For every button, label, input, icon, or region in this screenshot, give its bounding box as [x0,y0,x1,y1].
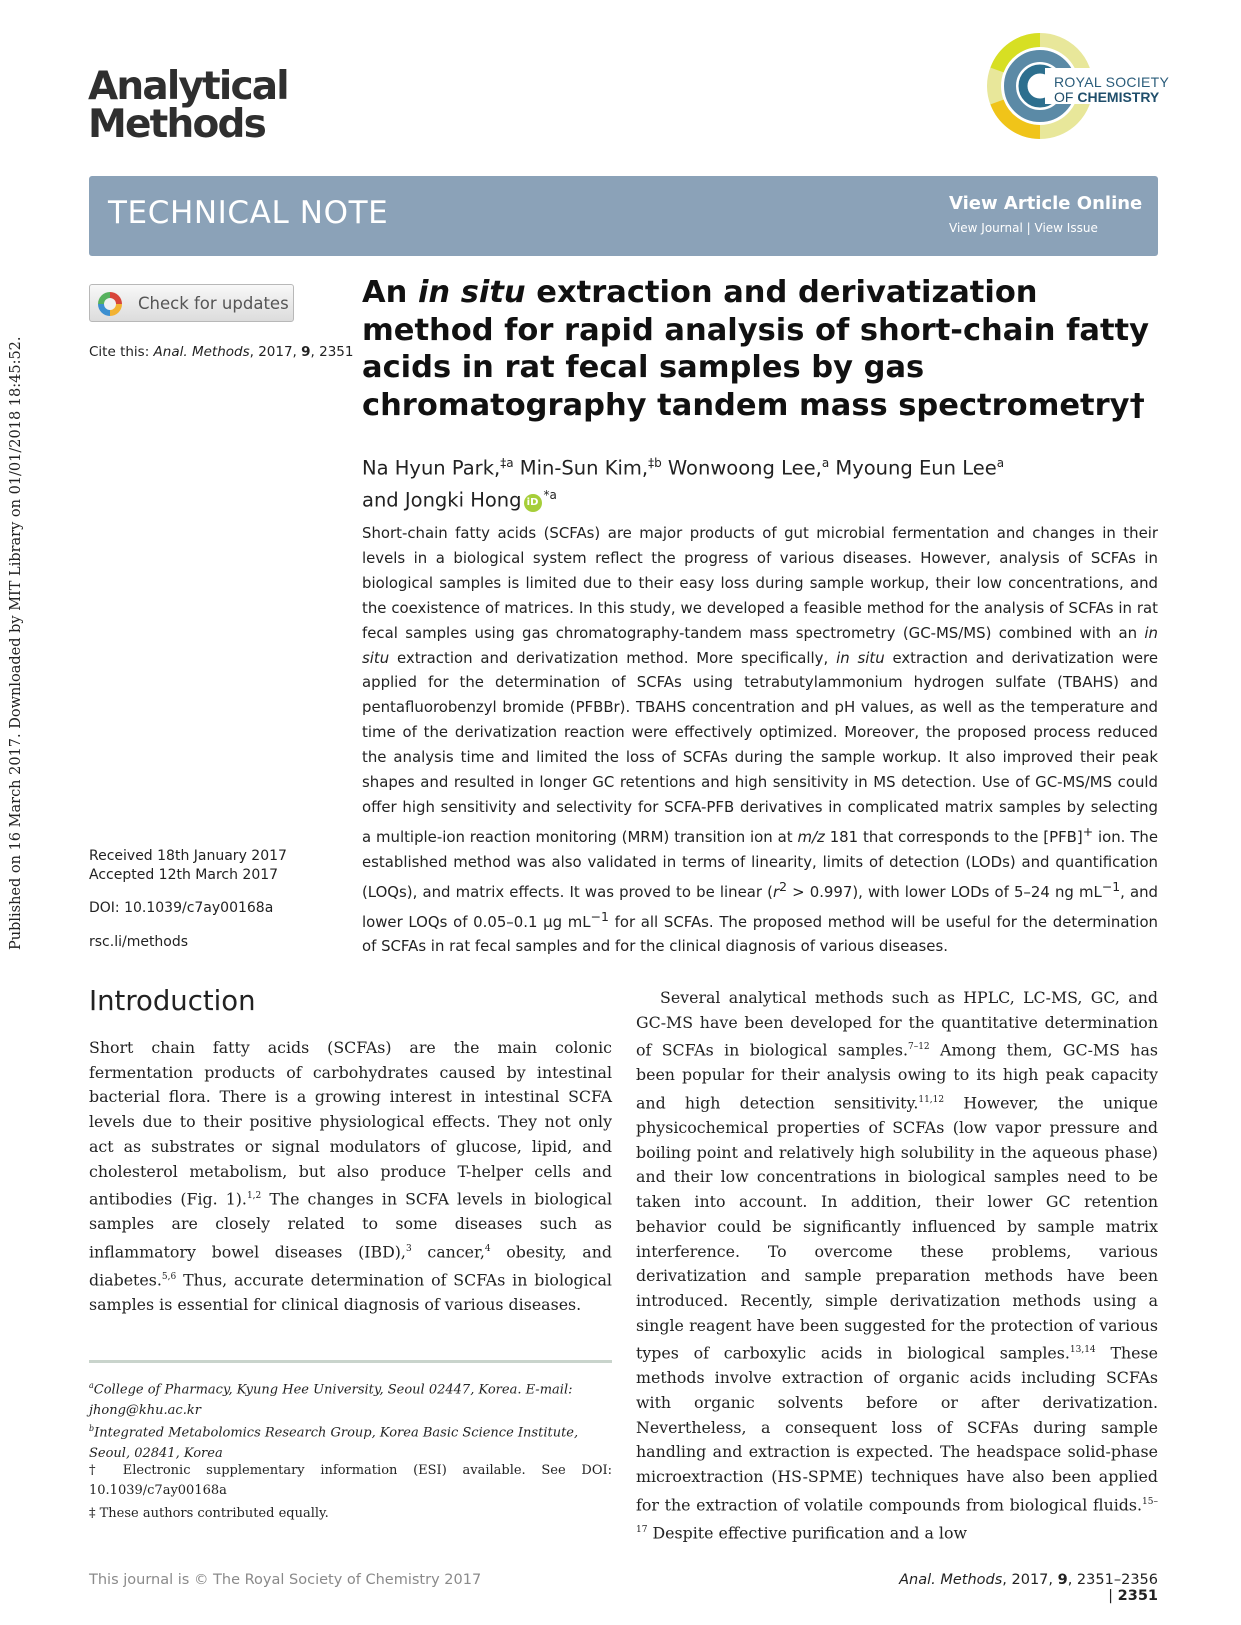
footnote-esi: † Electronic supplementary information (ESI) available. See DOI: [89,1463,612,1478]
citation-ref[interactable]: 13,14 [1069,1345,1096,1356]
journal-logo [88,64,288,147]
author-park[interactable]: Na Hyun Park, [362,456,501,480]
journal-name-line1: Analytical [88,64,288,109]
author-hong[interactable]: and Jongki Hong [362,488,522,511]
page-number: 2351 [1117,1588,1158,1604]
citation: Cite this: Anal. Methods, 2017, 9, 2351 [89,344,354,360]
journal-name-line2: Methods [88,102,265,147]
footnote-affiliation-a: $^a$College of Pharmacy, Kyung Hee University, Seoul 02447, Korea. E-mail: jhong@khu.ac.kr [89,1381,573,1418]
check-for-updates-label: Check for updates [138,294,289,313]
citation-ref[interactable]: 11,12 [918,1095,945,1106]
footer-copyright: This journal is © The Royal Society of Chemistry 2017 [89,1572,482,1588]
article-title: An in situ extraction and derivatization method for rapid analysis of short-chain fatty acids in rat fecal samples by gas chromatography tandem mass spectrometry† [362,275,1149,423]
intro-right-column: Several analytical methods such as HPLC, LC-MS, GC, and GC-MS have been developed for the quantitative determination of SCFAs in biological samples.$^{7-12}$ Among them, GC-MS has been popular for their analysis owing to its high peak capacity and high detection sensitivity.$^{11,12}$ However, the unique physicochemical properties of SCFAs (low vapor pressure and boiling point and relatively high solubility in the aqueous phase) and their low concentrations in biological samples need to be taken into account. In addition, their lower GC retention behavior could be significantly influenced by sample matrix interference. To overcome these problems, various derivatization and sample preparation methods have been introduced. Recently, simple derivatization methods using a single reagent have been suggested for the protection of various types of carboxylic acids in biological samples.$^{13,14}$ These methods involve extraction of organic acids including SCFAs with organic solvents before or after derivatization. Nevertheless, a consequent loss of SCFAs during sample handling and extraction is expected. The headspace solid-phase microextraction (HS-SPME) techniques have also been applied for the extraction of volatile compounds from biological fluids.$^{15-17}$ Despite effective purification and a low [636,988,1158,1543]
footnote-esi-doi[interactable]: 10.1039/c7ay00168a [89,1483,227,1498]
check-for-updates-button[interactable] [89,284,294,322]
view-article-online-link[interactable]: View Article Online [949,193,1143,214]
view-issue-link[interactable]: View Issue [1034,221,1098,235]
citation-ref[interactable]: 5,6 [161,1271,177,1282]
footer-citation: Anal. Methods, 2017, 9, 2351–2356 | 2351 [899,1572,1158,1604]
citation-ref[interactable]: 7–12 [907,1042,930,1053]
view-links [949,221,1098,235]
abstract: Short-chain fatty acids (SCFAs) are major products of gut microbial fermentation and changes in their levels in a biological system reflect the progress of various diseases. However, analysis of SCFAs in biological samples is limited due to their easy loss during sample workup, their low concentrations, and the coexistence of matrices. In this study, we developed a feasible method for the analysis of SCFAs in rat fecal samples using gas chromatography-tandem mass spectrometry (GC-MS/MS) combined with an in situ extraction and derivatization method. More specifically, in situ extraction and derivatization were applied for the determination of SCFAs using tetrabutylammonium hydrogen sulfate (TBAHS) and pentafluorobenzyl bromide (PFBBr). TBAHS concentration and pH values, as well as the temperature and time of the derivatization reaction were effectively optimized. Moreover, the proposed process reduced the analysis time and limited the loss of SCFAs during the sample workup. It also improved their peak shapes and resulted in longer GC retentions and high sensitivity in MS detection. Use of GC-MS/MS could offer high sensitivity and selectivity for SCFA-PFB derivatives in complicated matrix samples by selecting a multiple-ion reaction monitoring (MRM) transition ion at m/z 181 that corresponds to the [PFB]+ ion. The established method was also validated in terms of linearity, limits of detection (LODs) and quantification (LOQs), and matrix effects. It was proved to be linear $(r^2 > 0.997)$, with lower LODs of 5–24 ng $mL^{-1}$, and lower LOQs of 0.05–0.1 μg $mL^{-1}$ for all SCFAs. The proposed method will be useful for the determination of SCFAs in rat fecal samples and for the clinical diagnosis of various diseases. [362,524,1158,956]
intro-left-column: Short chain fatty acids (SCFAs) are the main colonic fermentation products of carbohydrates caused by intestinal bacterial flora. There is a growing interest in intestinal SCFA levels due to their positive physiological effects. They not only act as substrates or signal modulators of glucose, lipid, and cholesterol metabolism, but also produce T-helper cells and antibodies (Fig. 1).$^{1,2}$ The changes in SCFA levels in biological samples are closely related to some diseases such as inflammatory bowel diseases (IBD),$^3$ cancer,$^4$ obesity, and diabetes.$^{5,6}$ Thus, accurate determination of SCFAs in biological samples is essential for clinical diagnosis of various diseases. [89,1038,613,1314]
citation-ref[interactable]: 4 [484,1243,491,1254]
footnote-divider [89,1360,612,1363]
author-kim[interactable]: Min-Sun Kim, [513,456,649,480]
rsc-name-line2: OF CHEMISTRY [1054,89,1160,105]
citation-ref[interactable]: 3 [405,1243,412,1254]
author-list: Na Hyun Park,$^{\ddagger a}$ Min-Sun Kim,$^{\ddagger b}$ Wonwoong Lee,$^a$ Myoung Eun Lee$^a$ and Jongki Hong $iD^{*a}$ [362,456,1005,511]
accepted-date: Accepted 12th March 2017 [89,867,279,883]
section-heading-introduction: Introduction [89,985,256,1017]
article-type-label: TECHNICAL NOTE [108,195,389,231]
received-date: Received 18th January 2017 [89,848,287,864]
author-lee-w[interactable]: Wonwoong Lee, [661,456,822,480]
citation-ref[interactable]: 1,2 [246,1191,262,1202]
doi[interactable]: DOI: 10.1039/c7ay00168a [89,900,274,916]
footnote-equal-contribution: ‡ These authors contributed equally. [89,1506,329,1521]
crossmark-icon [98,292,122,316]
view-journal-link[interactable]: View Journal [949,221,1023,235]
view-links-separator: | [1026,221,1031,235]
author-lee-m[interactable]: Myoung Eun Lee [829,456,997,480]
footnote-affiliation-b: $^b$Integrated Metabolomics Research Group, Korea Basic Science Institute, Seoul, 02841, Korea [89,1424,579,1461]
orcid-icon[interactable]: iD [524,494,542,512]
citation-ref[interactable]: 15–17 [636,1496,1158,1535]
rsc-name-line1: ROYAL SOCIETY [1054,74,1170,90]
download-stamp-text: Published on 16 March 2017. Downloaded by MIT Library on 01/01/2018 18:45:52. [8,336,24,950]
journal-short-link[interactable]: rsc.li/methods [89,934,189,950]
download-stamp [8,336,28,950]
